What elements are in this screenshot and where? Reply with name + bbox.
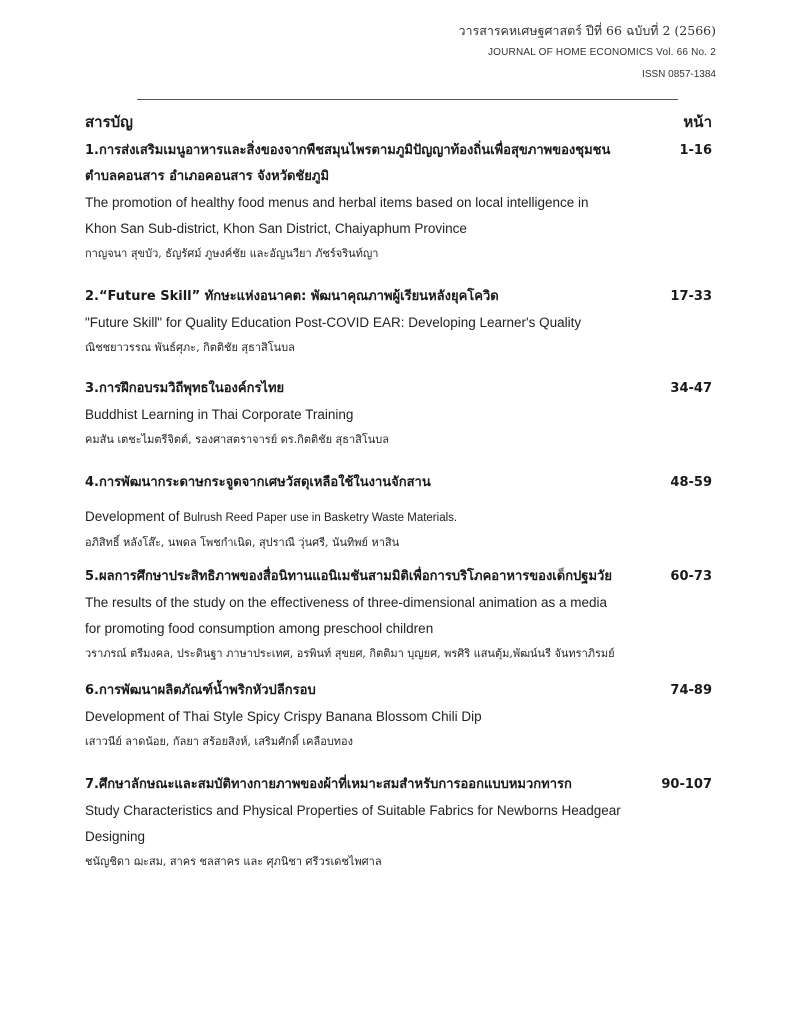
entry-english-title-part-1: Development of xyxy=(85,509,184,524)
toc-entry-4[interactable] xyxy=(85,470,712,555)
entry-english-title: Development of Thai Style Spicy Crispy Banana Blossom Chili Dip xyxy=(85,709,482,724)
entry-pages: 48-59 xyxy=(670,475,712,490)
entry-english-title: Buddhist Learning in Thai Corporate Training xyxy=(85,407,354,422)
entry-english-title-cont: Khon San Sub-district, Khon San District, Chaiyaphum Province xyxy=(85,221,467,236)
toc-entry-6[interactable] xyxy=(85,678,712,754)
entry-english-title: "Future Skill" for Quality Education Post-COVID EAR: Developing Learner's Quality xyxy=(85,315,582,330)
entry-english-title: The results of the study on the effectiveness of three-dimensional animation as a media xyxy=(85,595,608,610)
entry-authors: เสาวนีย์ ลาดน้อย, กัลยา สร้อยสิงห์, เสริมศักดิ์ เคลือบทอง xyxy=(85,735,354,748)
toc-entry-7[interactable] xyxy=(85,772,712,874)
journal-english-line: JOURNAL OF HOME ECONOMICS Vol. 66 No. 2 xyxy=(487,47,716,58)
entry-authors: วราภรณ์ ตรีมงคล, ประดินฐา ภาษาประเทศ, อรพินท์ สุขยศ, กิตติมา บุญยศ, พรศิริ แสนตุ้ม,พัฒน์นรี จันทราภิรมย์ xyxy=(85,647,615,660)
entry-thai-title: 2.“Future Skill” ทักษะแห่งอนาคต: พัฒนาคุณภาพผู้เรียนหลังยุคโควิด xyxy=(85,289,499,304)
entry-pages: 60-73 xyxy=(670,569,712,584)
entry-thai-title: 5.ผลการศึกษาประสิทธิภาพของสื่อนิทานแอนิเมชันสามมิติเพื่อการบริโภคอาหารของเด็กปฐมวัย xyxy=(85,569,612,584)
toc-entry-5[interactable] xyxy=(85,564,712,666)
entry-english-title-cont: for promoting food consumption among preschool children xyxy=(85,621,434,636)
entry-thai-title: 1.การส่งเสริมเมนูอาหารและสิ่งของจากพืชสมุนไพรตามภูมิปัญญาท้องถิ่นเพื่อสุขภาพของชุมชน xyxy=(85,143,611,158)
entry-english-title-part-3: use in Basketry Waste Materials. xyxy=(286,512,458,524)
journal-header xyxy=(296,22,716,84)
journal-thai-line: วารสารคหเศษฐศาสตร์ ปีที่ 66 ฉบับที่ 2 (2566) xyxy=(458,23,716,38)
entry-english-title-cont: Designing xyxy=(85,829,146,844)
entry-pages: 17-33 xyxy=(670,289,712,304)
journal-issn: ISSN 0857-1384 xyxy=(642,69,716,80)
entry-pages: 90-107 xyxy=(661,777,712,792)
entry-english-title xyxy=(85,504,712,531)
entry-thai-title: 4.การพัฒนากระดาษกระจูดจากเศษวัสดุเหลือใช้ในงานจักสาน xyxy=(85,475,431,490)
entry-thai-title: 3.การฝึกอบรมวิถีพุทธในองค์กรไทย xyxy=(85,381,285,396)
entry-thai-title-cont: ตำบลคอนสาร อำเภอคอนสาร จังหวัดชัยภูมิ xyxy=(85,169,330,184)
toc-title: สารบัญ xyxy=(85,113,133,131)
entry-authors: ณิชชยาวรรณ พันธ์ศุภะ, กิตติชัย สุธาสิโนบล xyxy=(85,341,295,354)
entry-pages: 74-89 xyxy=(670,683,712,698)
entry-english-title-part-2: Bulrush Reed Paper xyxy=(183,512,287,524)
entry-thai-title: 6.การพัฒนาผลิตภัณฑ์น้ำพริกหัวปลีกรอบ xyxy=(85,683,316,698)
entry-pages: 34-47 xyxy=(670,381,712,396)
entry-english-title: The promotion of healthy food menus and herbal items based on local intelligence in xyxy=(85,195,589,210)
entry-pages: 1-16 xyxy=(679,143,712,158)
entry-authors: อภิสิทธิ์ หลังโส๊ะ, นพดล โพชกำเนิด, สุปราณี วุ่นศรี, นันทิพย์ หาสิน xyxy=(85,536,400,549)
toc-entry-2[interactable] xyxy=(85,284,712,360)
toc-page-heading: หน้า xyxy=(683,113,712,131)
entry-authors: ชนัญชิดา ฌะสม, สาคร ชลสาคร และ ศุภนิชา ศรีวรเดชไพศาล xyxy=(85,855,382,868)
toc-entry-1[interactable] xyxy=(85,138,712,266)
entry-thai-title: 7.ศึกษาลักษณะและสมบัติทางกายภาพของผ้าที่เหมาะสมสำหรับการออกแบบหมวกทารก xyxy=(85,777,572,792)
entry-authors: กาญจนา สุขบัว, ธัญรัศม์ ภูษงค์ชัย และอัญนวียา ภัชร์จรินท์ญา xyxy=(85,247,379,260)
toc-entry-3[interactable] xyxy=(85,376,712,452)
entry-english-title: Study Characteristics and Physical Properties of Suitable Fabrics for Newborns Headgear xyxy=(85,803,621,818)
toc-heading-row xyxy=(85,110,712,136)
entry-authors: คมสัน เตชะไมตรีจิตต์, รองศาสตราจารย์ ดร.กิตติชัย สุธาสิโนบล xyxy=(85,433,390,446)
header-divider xyxy=(137,99,678,100)
